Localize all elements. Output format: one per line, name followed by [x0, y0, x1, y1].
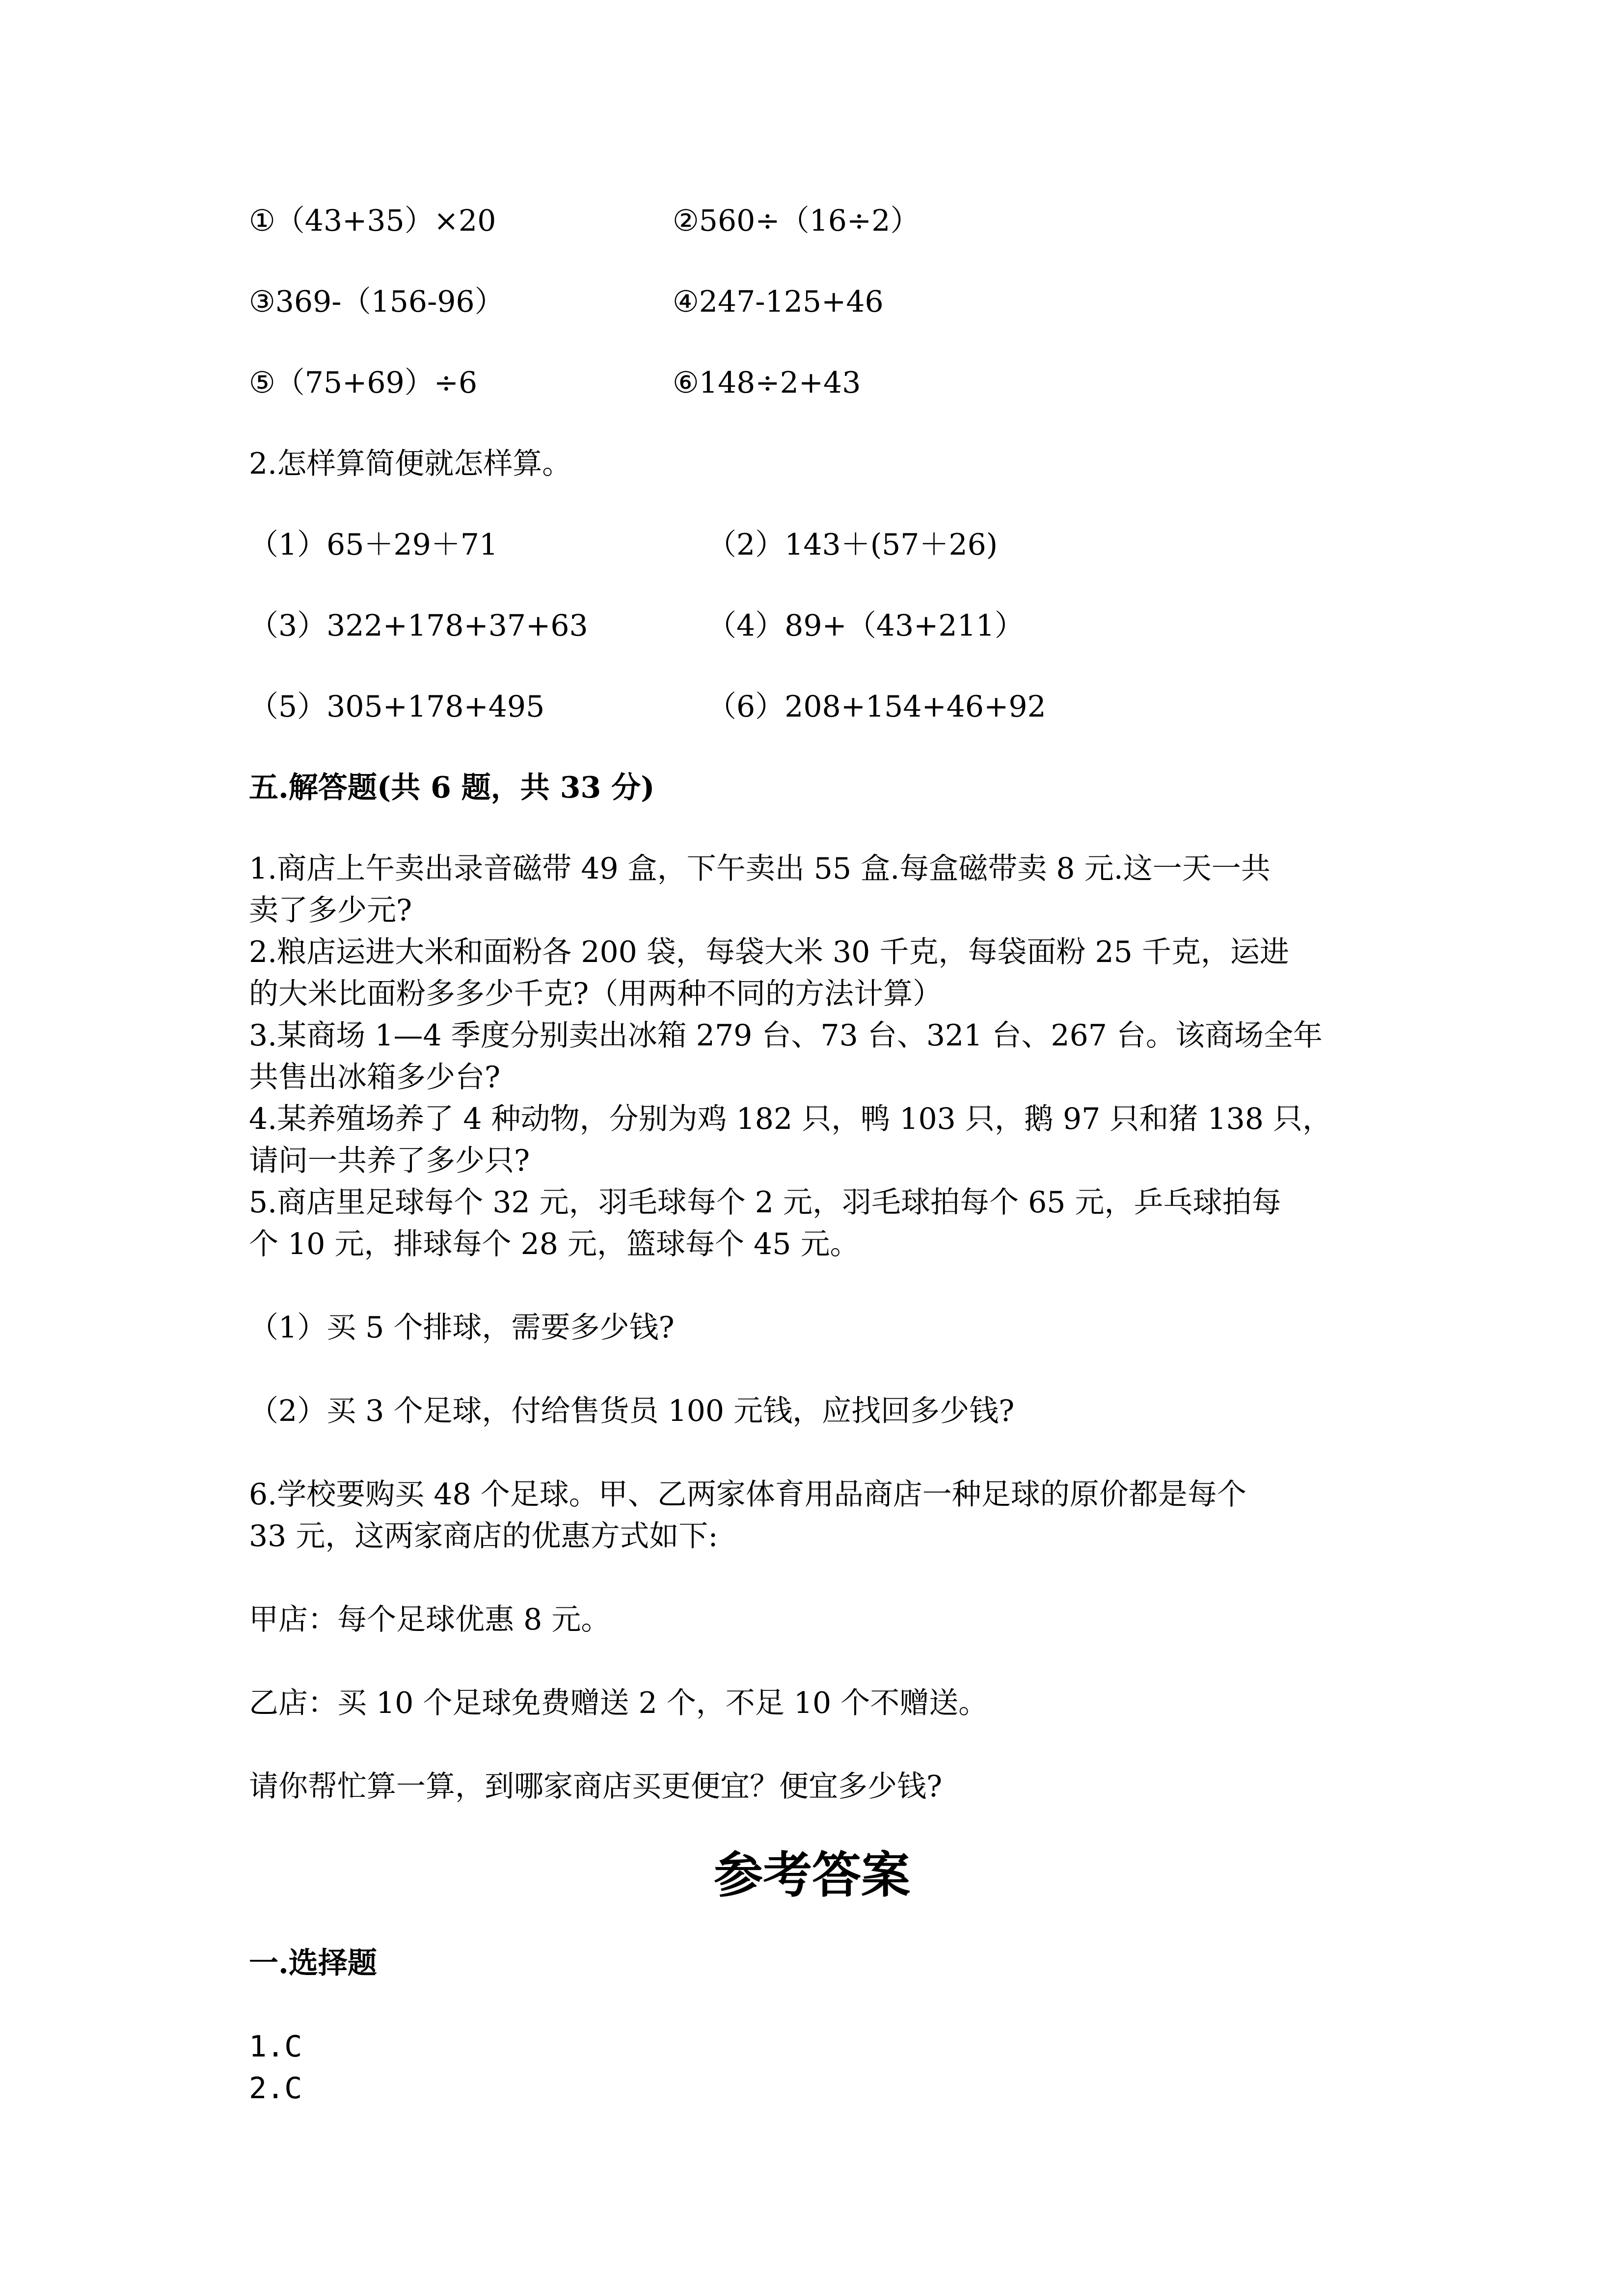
calc-item-6: ⑥148÷2+43 — [673, 366, 861, 400]
question-6-line-2: 33 元，这两家商店的优惠方式如下: — [249, 1519, 718, 1553]
question-6-shop-a: 甲店：每个足球优惠 8 元。 — [249, 1602, 611, 1637]
question-6-shop-b: 乙店：买 10 个足球免费赠送 2 个，不足 10 个不赠送。 — [249, 1686, 988, 1720]
calc-item-3: ③369-（156-96） — [249, 285, 504, 319]
question-3-line-1: 3.某商场 1—4 季度分别卖出冰箱 279 台、73 台、321 台、267 台。该商场全年 — [249, 1018, 1323, 1053]
simplify-item-1: （1）65＋29＋71 — [249, 528, 498, 562]
question-3-line-2: 共售出冰箱多少台? — [249, 1060, 501, 1095]
calc-item-1: ①（43+35）×20 — [249, 204, 496, 238]
question-2-line-2: 的大米比面粉多多少千克?（用两种不同的方法计算） — [249, 977, 943, 1011]
answer-item-1: 1.C — [249, 2029, 302, 2064]
calc-item-2: ②560÷（16÷2） — [673, 204, 920, 238]
question-5-line-1: 5.商店里足球每个 32 元，羽毛球每个 2 元，羽毛球拍每个 65 元，乒乓球拍每 — [249, 1185, 1281, 1220]
question-4-line-2: 请问一共养了多少只? — [249, 1144, 530, 1178]
simplify-heading: 2.怎样算简便就怎样算。 — [249, 447, 572, 481]
question-5-sub-2: （2）买 3 个足球，付给售货员 100 元钱，应找回多少钱? — [249, 1394, 1015, 1428]
simplify-item-6: （6）208+154+46+92 — [707, 690, 1046, 724]
calc-item-5: ⑤（75+69）÷6 — [249, 366, 478, 400]
answers-section-1-heading: 一.选择题 — [249, 1946, 377, 1980]
question-2-line-1: 2.粮店运进大米和面粉各 200 袋，每袋大米 30 千克，每袋面粉 25 千克，运进 — [249, 935, 1289, 969]
question-6-line-1: 6.学校要购买 48 个足球。甲、乙两家体育用品商店一种足球的原价都是每个 — [249, 1477, 1246, 1512]
question-6-question: 请你帮忙算一算，到哪家商店买更便宜？便宜多少钱? — [249, 1769, 943, 1804]
simplify-item-5: （5）305+178+495 — [249, 690, 545, 724]
simplify-item-2: （2）143＋(57＋26) — [707, 528, 998, 562]
simplify-item-4: （4）89+（43+211） — [707, 609, 1024, 643]
calc-item-4: ④247-125+46 — [673, 285, 884, 319]
question-5-line-2: 个 10 元，排球每个 28 元，篮球每个 45 元。 — [249, 1227, 860, 1261]
question-5-sub-1: （1）买 5 个排球，需要多少钱? — [249, 1310, 675, 1345]
section-5-heading: 五.解答题(共 6 题，共 33 分) — [249, 771, 655, 805]
question-1-line-1: 1.商店上午卖出录音磁带 49 盒，下午卖出 55 盒.每盒磁带卖 8 元.这一天一共 — [249, 852, 1271, 886]
simplify-item-3: （3）322+178+37+63 — [249, 609, 588, 643]
answers-title: 参考答案 — [714, 1846, 910, 1904]
question-4-line-1: 4.某养殖场养了 4 种动物，分别为鸡 182 只，鸭 103 只，鹅 97 只和猪 138 只， — [249, 1102, 1332, 1136]
answer-item-2: 2.C — [249, 2071, 302, 2106]
question-1-line-2: 卖了多少元? — [249, 893, 412, 928]
